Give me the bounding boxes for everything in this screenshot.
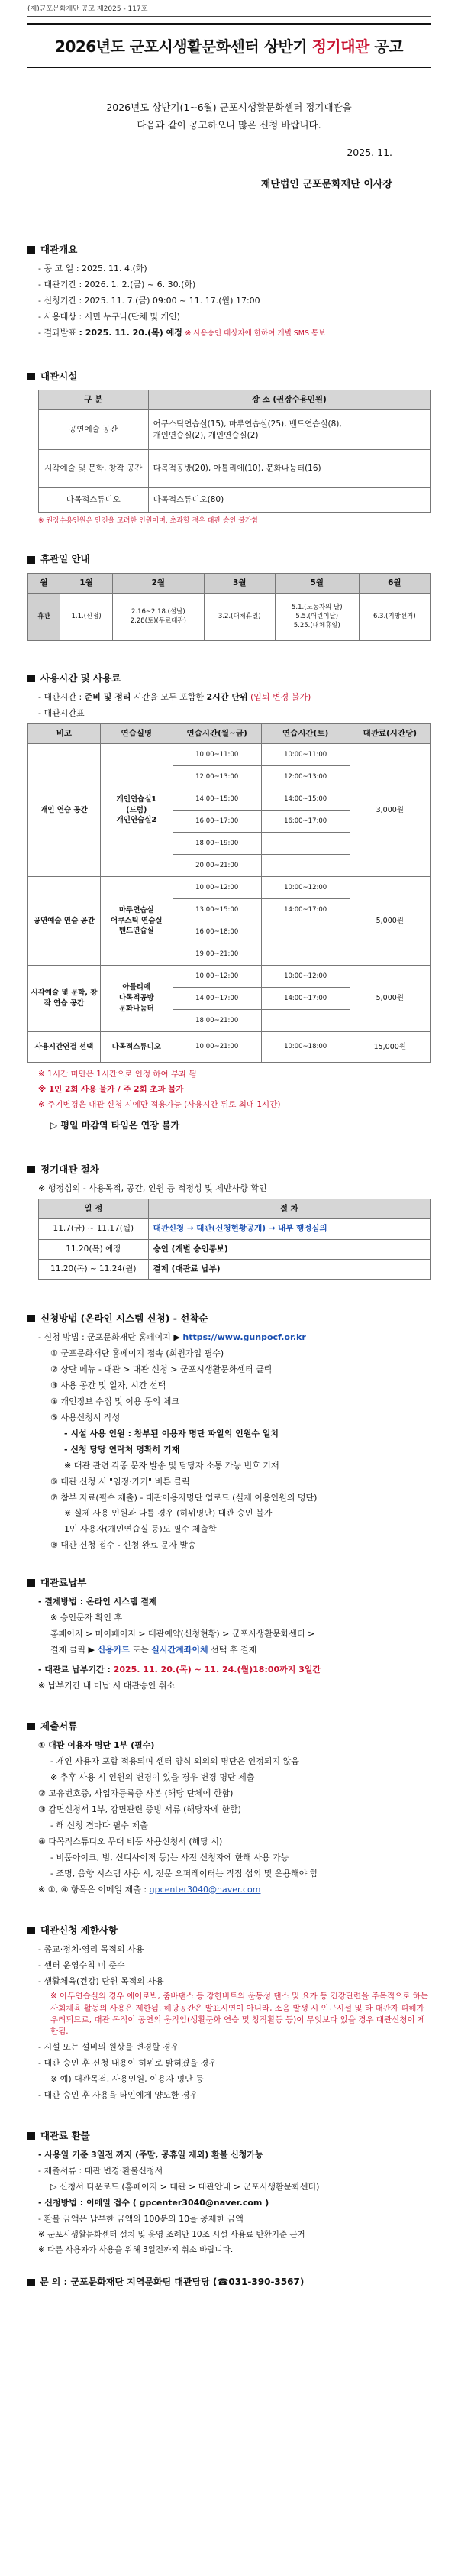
overview-title: 대관개요: [27, 243, 431, 257]
table-row: 19:00~21:00: [28, 943, 431, 966]
refund-item: - 신청방법 : 이메일 접수 ( gpcenter3040@naver.com ): [38, 2198, 269, 2209]
procedure-title: 정기대관 절차: [27, 1163, 431, 1176]
section-procedure: [27, 1163, 431, 1280]
facilities-table: [38, 390, 431, 513]
square-bullet-icon: [27, 556, 35, 564]
facilities-header: 장 소 (권장수용인원): [148, 390, 430, 410]
table-row: 14:00~17:00 14:00~17:00: [28, 988, 431, 1010]
closed-days-table: 월 1월 2월 3월 5월 6월 휴관 1.1.(신정) 2.16~2.18.(설날) 2.28(토)(무료대관) 3.2.(대체휴일) 5.1.(노동자의 날) 5.5.(어린이날) 5.25.(대체휴일) 6.3.(지방선거): [27, 573, 431, 641]
table-row: 시각예술 및 문학, 창작 연습 공간 아틀리에 다목적공방 문화나눔터 10:00~12:00 10:00~12:00 5,000원: [28, 966, 431, 988]
usage-timetable-label: - 대관시간표: [38, 707, 85, 718]
payment-step: ※ 승인문자 확인 후: [50, 1613, 123, 1623]
timetable: 비고 연습실명 연습시간(월~금) 연습시간(토) 대관료(시간당) 개인 연습 공간 개인연습실1 (드럼) 개인연습실2 10:00~11:00 10:00~11:00 3,000원 12:00~13:00 12:00~13:00 14:00~15:00 14:00~15:00 16:00~17:00 16:00~17:00 18:00~19:00 20:00~21:00 공연예술 연습 공간 마루연습실 어쿠스틱 연습실 밴드연습실 10:00~12:00 10:00~12:00 5,000원 13:00~15:00 14:00~17:00 16:00~18:00 19:00~21:00 시각예술 및 문학, 창작 연습 공간 아틀리에 다목적공방 문화나눔터 10:00~12:00 10:00~12:00 5,000원 14:00~17:00 14:00~17:00 18:00~21:00 사용시간연결 선택 다목적스튜디오 10:00~21:00 10:00~18:00 15,000원: [27, 723, 431, 1063]
documents-item: ① 대관 이용자 명단 1부 (필수): [38, 1740, 155, 1751]
table-row: 18:00~21:00: [28, 1010, 431, 1032]
notice-number: (재)군포문화재단 공고 제2025 - 117호: [27, 5, 431, 17]
square-bullet-icon: [27, 1166, 35, 1173]
payment-note: ※ 납부기간 내 미납 시 대관승인 취소: [38, 1681, 175, 1691]
documents-item: - 비품아이크, 빔, 신디사이저 등)는 사전 신청자에 한해 사용 가능: [50, 1852, 289, 1862]
usage-note: ※ 1시간 미만은 1시간으로 인정 하여 부과 됨: [38, 1070, 197, 1079]
restrictions-item: - 시설 또는 설비의 원상을 변경할 경우: [38, 2042, 179, 2053]
refund-item: - 사용일 기준 3일전 까지 (주말, 공휴일 제외) 환불 신청가능: [38, 2150, 263, 2160]
usage-note: ※ 1인 2회 사용 불가 / 주 2회 초과 불가: [38, 1085, 184, 1095]
documents-item: - 개인 사용자 포함 적용되며 센터 양식 외의의 명단은 인정되지 않음: [50, 1756, 299, 1767]
restrictions-item: ※ 예) 대관목적, 사용인원, 이용자 명단 등: [50, 2074, 204, 2085]
apply-step: ④ 개인정보 수집 및 이용 동의 체크: [50, 1396, 179, 1406]
refund-item: ※ 군포시생활문화센터 설치 및 운영 조례안 10조 시설 사용료 반환기준 근거: [38, 2229, 305, 2239]
table-row: 공연예술 공간 어쿠스틱연습실(15), 마루연습실(25), 밴드연습실(8), 개인연습실(2), 개인연습실(2): [39, 410, 431, 450]
square-bullet-icon: [27, 1927, 35, 1934]
usage-title: 사용시간 및 사용료: [27, 672, 431, 685]
square-bullet-icon: [27, 2279, 35, 2286]
documents-title: 제출서류: [27, 1720, 431, 1733]
table-row: 14:00~15:00 14:00~15:00: [28, 788, 431, 811]
overview-item: - 공 고 일 : 2025. 11. 4.(화): [38, 264, 147, 274]
restrictions-item: - 생활체육(건강) 단원 목적의 사용: [38, 1976, 164, 1986]
section-refund: [27, 2129, 431, 2256]
section-payment: [27, 1576, 431, 1692]
documents-email-note: ※ ①, ④ 항목은 이메일 제출 : gpcenter3040@naver.com: [38, 1884, 261, 1895]
square-bullet-icon: [27, 1723, 35, 1730]
overview-item: - 사용대상 : 시민 누구나(단체 및 개인): [38, 312, 181, 322]
restrictions-item: - 대관 승인 후 신청 내용이 허위로 밝혀졌을 경우: [38, 2058, 217, 2069]
notice-title: [27, 23, 431, 68]
usage-callout: ▷ 평일 마감역 타임은 연장 불가: [50, 1119, 180, 1131]
section-apply: [27, 1312, 431, 1552]
overview-item: - 신청기간 : 2025. 11. 7.(금) 09:00 ~ 11. 17.(월) 17:00: [38, 296, 260, 306]
documents-item: - 해 신청 견마다 필수 제출: [50, 1820, 148, 1830]
overview-result: - 결과발표 : 2025. 11. 20.(목) 예정 ※ 사용승인 대상자에 한하여 개별 SMS 통보: [38, 328, 326, 338]
usage-rule: - 대관시간 : 준비 및 정리 시간을 모두 포함한 2시간 단위 (입퇴 변경 불가): [38, 691, 311, 702]
section-closed-days: [27, 552, 431, 640]
table-row: 11.20(목) ~ 11.24(월) 결제 (대관료 납부): [39, 1259, 431, 1279]
square-bullet-icon: [27, 373, 35, 380]
square-bullet-icon: [27, 1579, 35, 1587]
documents-item: ④ 다목적스튜디오 무대 비품 사용신청서 (해당 시): [38, 1836, 223, 1846]
apply-step: - 시설 사용 인원 : 참부된 이용자 명단 파일의 인원수 일치: [64, 1428, 279, 1438]
intro-line-2: 다음과 같이 공고하오니 많은 신청 바랍니다.: [137, 119, 321, 131]
procedure-table: 일 정 절 차 11.7(금) ~ 11.17(월) 대관신청 → 대관(신청현황공개) → 내부 행정심의 11.20(목) 예정 승인 (개별 승인통보) 11.20(목) ~ 11.24(월) 결제 (대관료 납부): [38, 1199, 431, 1280]
table-row: 12:00~13:00 12:00~13:00: [28, 766, 431, 788]
refund-item: ※ 다른 사용자가 사용을 위해 3일전까지 취소 바랍니다.: [38, 2245, 234, 2255]
procedure-note: ※ 행정심의 - 사용목적, 공간, 인원 등 적정성 및 제반사항 확인: [38, 1183, 267, 1194]
apply-step: - 신청 당당 연락처 명확히 기재: [64, 1444, 180, 1455]
refund-item: - 환불 금액은 납부한 금액의 100분의 10을 공제한 금액: [38, 2213, 244, 2224]
facilities-title: 대관시설: [27, 370, 431, 383]
documents-item: ③ 감면신청서 1부, 감면관련 증빙 서류 (해당자에 한함): [38, 1804, 241, 1814]
overview-item: - 대관기간 : 2026. 1. 2.(금) ~ 6. 30.(화): [38, 280, 196, 290]
apply-step: 1인 사용자(개인연습실 등)도 필수 제출함: [64, 1524, 217, 1535]
table-row: 11.20(목) 예정 승인 (개별 승인통보): [39, 1239, 431, 1259]
restrictions-item: ※ 아무연습실의 경우 에어로빅, 줌바댄스 등 강한비트의 운동성 댄스 및 요가 등 건강단련을 주목적으로 하는 사회체육 활동의 사용은 제한됨. 해당공간은 발표시연이 아니라, 소음 발생 시 인근시설 및 타 대관자 피해가 우려되므로, 대관 목적이 공연의 움직임(생활문화 연습 및 창작활동 등)이 무엇보다 있을 경우 대관신청이 제한됨.: [50, 1992, 429, 2037]
section-overview: [27, 243, 431, 339]
table-row: 13:00~15:00 14:00~17:00: [28, 899, 431, 921]
phone-number[interactable]: ☎031-390-3567: [217, 2277, 300, 2288]
title-main: 2026년도 군포시생활문화센터 상반기: [55, 37, 312, 57]
refund-item: - 제출서류 : 대관 변경·환불신청서: [38, 2166, 163, 2176]
documents-item: ※ 추후 사용 시 인원의 변경이 있을 경우 변경 명단 제출: [50, 1772, 255, 1783]
table-row: 16:00~18:00: [28, 921, 431, 943]
square-bullet-icon: [27, 2132, 35, 2140]
apply-step: ※ 실제 사용 인원과 다를 경우 (허위명단) 대관 승인 불가: [64, 1508, 273, 1519]
square-bullet-icon: [27, 675, 35, 682]
notice-signer: 재단법인 군포문화재단 이사장: [260, 179, 392, 191]
table-row: 20:00~21:00: [28, 855, 431, 877]
table-row: 개인 연습 공간 개인연습실1 (드럼) 개인연습실2 10:00~11:00 10:00~11:00 3,000원: [28, 744, 431, 766]
apply-title: 신청방법 (온라인 시스템 신청) - 선착순: [27, 1312, 431, 1325]
square-bullet-icon: [27, 1315, 35, 1322]
apply-step: ⑧ 대관 신청 접수 - 신청 완료 문자 발송: [50, 1540, 196, 1551]
table-row: 18:00~19:00: [28, 833, 431, 855]
apply-step: ⑥ 대관 신청 시 "임정·가기" 버튼 클릭: [50, 1476, 190, 1487]
notice-date: 2025. 11.: [347, 147, 392, 159]
section-usage: [27, 672, 431, 1132]
payment-period: - 대관료 납부기간 : 2025. 11. 20.(목) ~ 11. 24.(월)18:00까지 3일간: [38, 1665, 321, 1675]
facilities-note: ※ 권장수용인원은 안전을 고려한 인원이며, 초과할 경우 대관 승인 불가함: [38, 517, 259, 526]
table-row: 사용시간연결 선택 다목적스튜디오 10:00~21:00 10:00~18:00 15,000원: [28, 1032, 431, 1063]
documents-item: - 조명, 음향 시스템 사용 시, 전문 오퍼레이터는 직접 섭외 및 운용해야 함: [50, 1868, 318, 1879]
apply-method: - 신청 방법 : 군포문화재단 홈페이지 ▶ https://www.gunpocf.or.kr: [38, 1332, 306, 1343]
table-row: 16:00~17:00 16:00~17:00: [28, 811, 431, 833]
payment-method: - 결제방법 : 온라인 시스템 결제: [38, 1597, 157, 1607]
usage-note: ※ 주기변경은 대관 신청 시에만 적용가능 (사용시간 뒤로 최대 1시간): [38, 1100, 281, 1110]
payment-step: 결제 클릭 ▶ 신용카드 또는 실시간계좌이체 선택 후 결제: [50, 1645, 257, 1655]
documents-item: ② 고유번호증, 사업자등록증 사본 (해당 단체에 한함): [38, 1788, 234, 1798]
square-bullet-icon: [27, 246, 35, 254]
title-tail: 공고: [369, 37, 403, 57]
refund-item: ▷ 신청서 다운로드 (홈페이지 > 대관 > 대관안내 > 군포시생활문화센터): [50, 2182, 320, 2193]
title-accent: 정기대관: [311, 37, 369, 57]
table-row: 다목적스튜디오 다목적스튜디오(80): [39, 488, 431, 513]
payment-step: 홈페이지 > 마이페이지 > 대관예약(신청현황) > 군포시생활문화센터 >: [50, 1629, 315, 1639]
section-documents: [27, 1720, 431, 1896]
facilities-header: 구 분: [39, 390, 149, 410]
apply-step: ② 상단 메뉴 - 대관 > 대관 신청 > 군포시생활문화센터 클릭: [50, 1364, 273, 1375]
apply-step: ⑤ 사용신청서 작성: [50, 1412, 121, 1422]
payment-title: 대관료납부: [27, 1576, 431, 1590]
homepage-link[interactable]: https://www.gunpocf.or.kr: [182, 1332, 306, 1343]
apply-step: ① 군포문화재단 홈페이지 접속 (회원가입 필수): [50, 1348, 224, 1359]
closed-days-title: 휴관일 안내: [27, 552, 431, 566]
restrictions-item: - 종교·정치·영리 목적의 사용: [38, 1943, 144, 1954]
intro-text: [27, 99, 431, 134]
refund-title: 대관료 환불: [27, 2129, 431, 2143]
restrictions-item: - 대관 승인 후 사용을 타인에게 양도한 경우: [38, 2090, 198, 2101]
email-link[interactable]: gpcenter3040@naver.com: [149, 1884, 261, 1895]
table-row: 시각예술 및 문학, 창작 공간 다목적공방(20), 아틀리에(10), 문화나눔터(16): [39, 450, 431, 488]
contact-line: 문 의 : 군포문화재단 지역문화팀 대관담당 (☎031-390-3567): [27, 2276, 431, 2289]
restrictions-title: 대관신청 제한사항: [27, 1924, 431, 1937]
intro-line-1: 2026년도 상반기(1~6월) 군포시생활문화센터 정기대관을: [106, 102, 352, 114]
restrictions-item: - 센터 운영수칙 미 준수: [38, 1960, 125, 1970]
table-row: 11.7(금) ~ 11.17(월) 대관신청 → 대관(신청현황공개) → 내부 행정심의: [39, 1219, 431, 1239]
apply-step: ③ 사용 공간 및 일자, 시간 선택: [50, 1380, 166, 1390]
table-row: 공연예술 연습 공간 마루연습실 어쿠스틱 연습실 밴드연습실 10:00~12:00 10:00~12:00 5,000원: [28, 877, 431, 899]
section-facilities: [27, 370, 431, 526]
table-row: 휴관 1.1.(신정) 2.16~2.18.(설날) 2.28(토)(무료대관) 3.2.(대체휴일) 5.1.(노동자의 날) 5.5.(어린이날) 5.25.(대체휴일) 6.3.(지방선거): [28, 593, 431, 640]
apply-step: ⑦ 참부 자료(필수 제출) - 대관이용자명단 업로드 (실제 이용인원의 명단): [50, 1492, 318, 1503]
section-restrictions: [27, 1924, 431, 2102]
apply-step: ※ 대관 관련 각종 문자 발송 및 담당자 소통 가능 번호 기재: [64, 1460, 279, 1471]
